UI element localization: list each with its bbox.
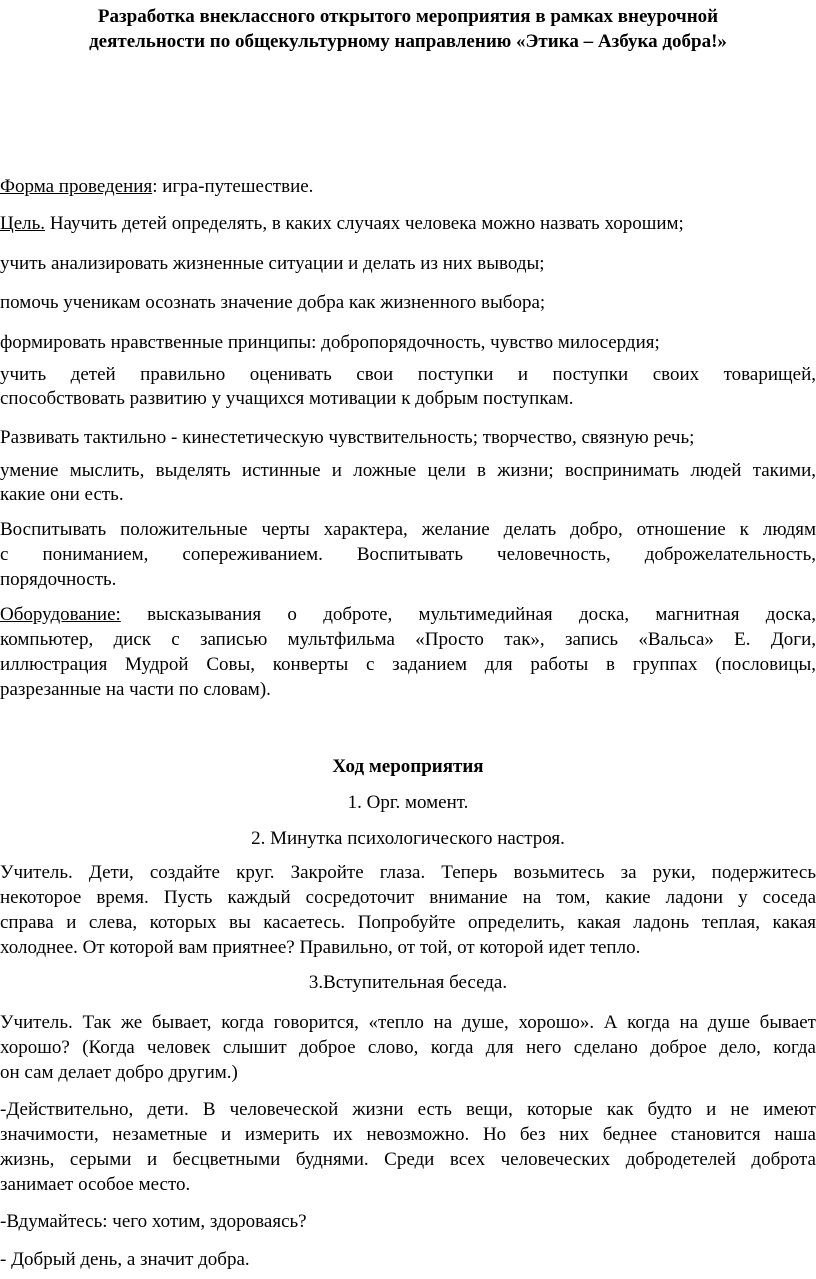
form-text: : игра-путешествие. [152, 176, 314, 197]
paragraph-line: холоднее. От которой вам приятнее? Правильно, от той, от которой идет тепло. [0, 937, 641, 958]
title-line: деятельности по общекультурному направлению «Этика – Азбука добра!» [89, 31, 727, 52]
paragraph-line: -Вдумайтесь: чего хотим, здороваясь? [0, 1211, 307, 1232]
document-title [0, 4, 816, 54]
paragraph-line: умение мыслить, выделять истинные и ложные цели в жизни; воспринимать людей такими, [0, 460, 816, 481]
paragraph-line: какие они есть. [0, 484, 124, 505]
section-step: 2. Минутка психологического настроя. [251, 828, 565, 849]
section-step: 1. Орг. момент. [347, 792, 469, 813]
paragraph-line: Учитель. Дети, создайте круг. Закройте глаза. Теперь возьмитесь за руки, подержитесь [0, 862, 816, 883]
paragraph-line: с пониманием, сопереживанием. Воспитывать человечность, доброжелательность, [0, 544, 816, 565]
paragraph-line: некоторое время. Пусть каждый сосредоточит внимание на том, какие ладони у соседа [0, 887, 816, 908]
paragraph-line: учить детей правильно оценивать свои поступки и поступки своих товарищей, [0, 364, 816, 385]
paragraph-line: он сам делает добро другим.) [0, 1062, 238, 1083]
section-step: 3.Вступительная беседа. [308, 972, 508, 993]
equipment-line [0, 602, 816, 627]
form-label: Форма проведения [0, 176, 153, 197]
paragraph-line: формировать нравственные принципы: добропорядочность, чувство милосердия; [0, 332, 660, 353]
paragraph-line: жизнь, серыми и бесцветными буднями. Среди всех человеческих добродетелей доброта [0, 1149, 816, 1170]
paragraph-line: - Добрый день, а значит добра. [0, 1249, 250, 1270]
paragraph-line: способствовать развитию у учащихся мотивации к добрым поступкам. [0, 388, 574, 409]
goal-line [0, 211, 684, 236]
paragraph-line: помочь ученикам осознать значение добра как жизненного выбора; [0, 292, 546, 313]
paragraph-line: хорошо? (Когда человек слышит доброе слово, когда для него сделано доброе дело, когда [0, 1037, 816, 1058]
form-line [0, 174, 313, 199]
paragraph-line: значимости, незаметные и измерить их невозможно. Но без них беднее становится наша [0, 1124, 816, 1145]
paragraph-line: иллюстрация Мудрой Совы, конверты с заданием для работы в группах (пословицы, [0, 654, 816, 675]
equipment-label: Оборудование: [0, 604, 121, 625]
paragraph-line: компьютер, диск с записью мультфильма «Просто так», запись «Вальса» Е. Доги, [0, 629, 816, 650]
paragraph-line: Развивать тактильно - кинестетическую чувствительность; творчество, связную речь; [0, 427, 695, 448]
paragraph-line: занимает особое место. [0, 1174, 191, 1195]
title-line: Разработка внеклассного открытого мероприятия в рамках внеурочной [97, 6, 719, 27]
equipment-text: высказывания о доброте, мультимедийная доска, магнитная доска, [120, 604, 816, 625]
paragraph-line: учить анализировать жизненные ситуации и делать из них выводы; [0, 253, 545, 274]
paragraph-line: справа и слева, которых вы касаетесь. Попробуйте определить, какая ладонь теплая, какая [0, 912, 816, 933]
paragraph-line: разрезанные на части по словам). [0, 679, 271, 700]
section-heading: Ход мероприятия [332, 756, 484, 777]
paragraph-line: порядочность. [0, 569, 117, 590]
paragraph-line: Воспитывать положительные черты характера, желание делать добро, отношение к людям [0, 519, 816, 540]
goal-label: Цель. [0, 213, 46, 234]
goal-text: Научить детей определять, в каких случаях человека можно назвать хорошим; [45, 213, 684, 234]
paragraph-line: Учитель. Так же бывает, когда говорится, «тепло на душе, хорошо». А когда на душе бывает [0, 1012, 816, 1033]
paragraph-line: -Действительно, дети. В человеческой жизни есть вещи, которые как будто и не имеют [0, 1099, 816, 1120]
